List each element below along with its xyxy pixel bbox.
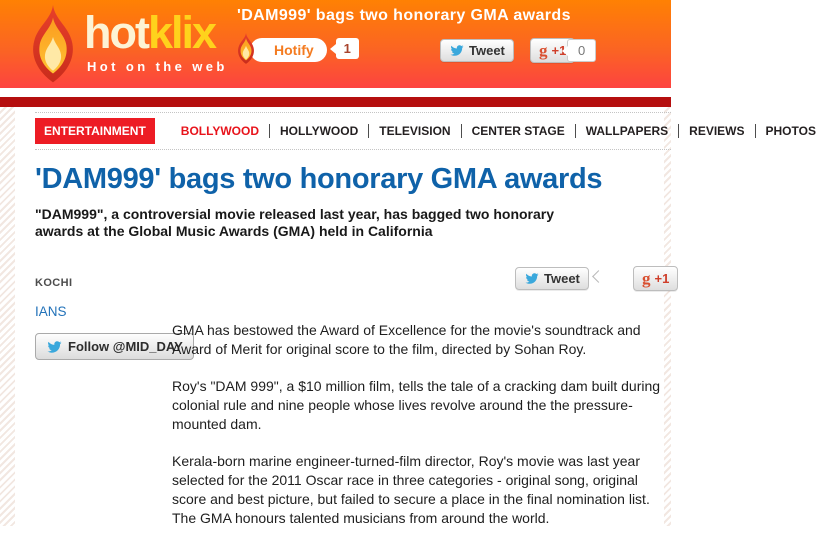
logo-hot-text: hot xyxy=(84,7,148,58)
follow-mid-day-button[interactable] xyxy=(35,333,194,360)
nav-item-hollywood[interactable]: HOLLYWOOD xyxy=(270,124,369,138)
twitter-bird-icon xyxy=(46,340,63,354)
twitter-bird-icon xyxy=(524,272,540,285)
tweet-button-article[interactable] xyxy=(515,267,589,290)
logo-tagline: Hot on the web xyxy=(87,59,228,74)
twitter-bird-icon xyxy=(449,44,465,57)
plusone-count-bubble[interactable]: 0 xyxy=(567,39,596,62)
flame-logo-icon xyxy=(26,5,80,85)
nav-item-photos[interactable]: PHOTOS xyxy=(765,124,816,138)
article-paragraph: Kerala-born marine engineer-turned-film director, Roy's movie was last year selected for the 2011 Oscar race in three categories - original song, original score and best picture, but failed to secure a place in the final nomination list. The GMA honours talented musicians from around the world. xyxy=(172,453,650,526)
hotify-label: Hotify xyxy=(274,42,314,58)
plusone-label: +1 xyxy=(654,271,670,286)
hotify-flame-icon xyxy=(234,33,258,65)
follow-label: Follow @MID_DAY xyxy=(68,339,183,354)
left-edge-stripes xyxy=(0,107,15,526)
nav-item-television[interactable]: TELEVISION xyxy=(369,124,461,138)
nav-item-entertainment[interactable]: ENTERTAINMENT xyxy=(35,118,155,144)
article-paragraph: Roy's "DAM 999", a $10 million film, tells the tale of a cracking dam built during colonial rule and nine people whose lives revolve around the the pressure-mounted dam. xyxy=(172,378,661,432)
article-subtitle: "DAM999", a controversial movie released last year, has bagged two honorary awards at the Global Music Awards (GMA) held in California xyxy=(35,206,555,239)
nav-item-wallpapers[interactable]: WALLPAPERS xyxy=(576,124,679,138)
nav-item-bollywood[interactable]: BOLLYWOOD xyxy=(171,124,270,138)
plusone-button-article[interactable] xyxy=(633,266,678,291)
right-edge-stripes xyxy=(664,107,671,526)
tweet-count-tail xyxy=(592,270,605,283)
article-paragraph: GMA has bestowed the Award of Excellence for the movie's soundtrack and Award of Merit for original score to the film, directed by Sohan Roy. xyxy=(172,322,641,357)
site-header xyxy=(0,0,671,88)
logo-klix-text: klix xyxy=(147,7,216,58)
tweet-label: Tweet xyxy=(544,271,580,286)
hotify-button[interactable] xyxy=(250,38,327,62)
article-location: KOCHI xyxy=(35,277,73,289)
article-body xyxy=(172,321,664,546)
header-page-title: 'DAM999' bags two honorary GMA awards xyxy=(237,7,571,24)
article-headline: 'DAM999' bags two honorary GMA awards xyxy=(35,163,603,195)
google-g-icon: g xyxy=(539,41,548,60)
google-g-icon: g xyxy=(642,269,651,288)
tweet-label: Tweet xyxy=(469,43,505,58)
plusone-label: +1 xyxy=(551,43,567,58)
hotify-count-bubble[interactable]: 1 xyxy=(336,38,359,59)
hotify-widget xyxy=(250,38,359,64)
category-nav xyxy=(35,112,816,150)
tweet-button-header[interactable] xyxy=(440,39,514,62)
nav-item-reviews[interactable]: REVIEWS xyxy=(679,124,755,138)
article-source-link[interactable]: IANS xyxy=(35,304,67,319)
red-divider-bar xyxy=(0,97,671,107)
nav-item-center-stage[interactable]: CENTER STAGE xyxy=(462,124,576,138)
site-logo[interactable] xyxy=(84,7,216,58)
